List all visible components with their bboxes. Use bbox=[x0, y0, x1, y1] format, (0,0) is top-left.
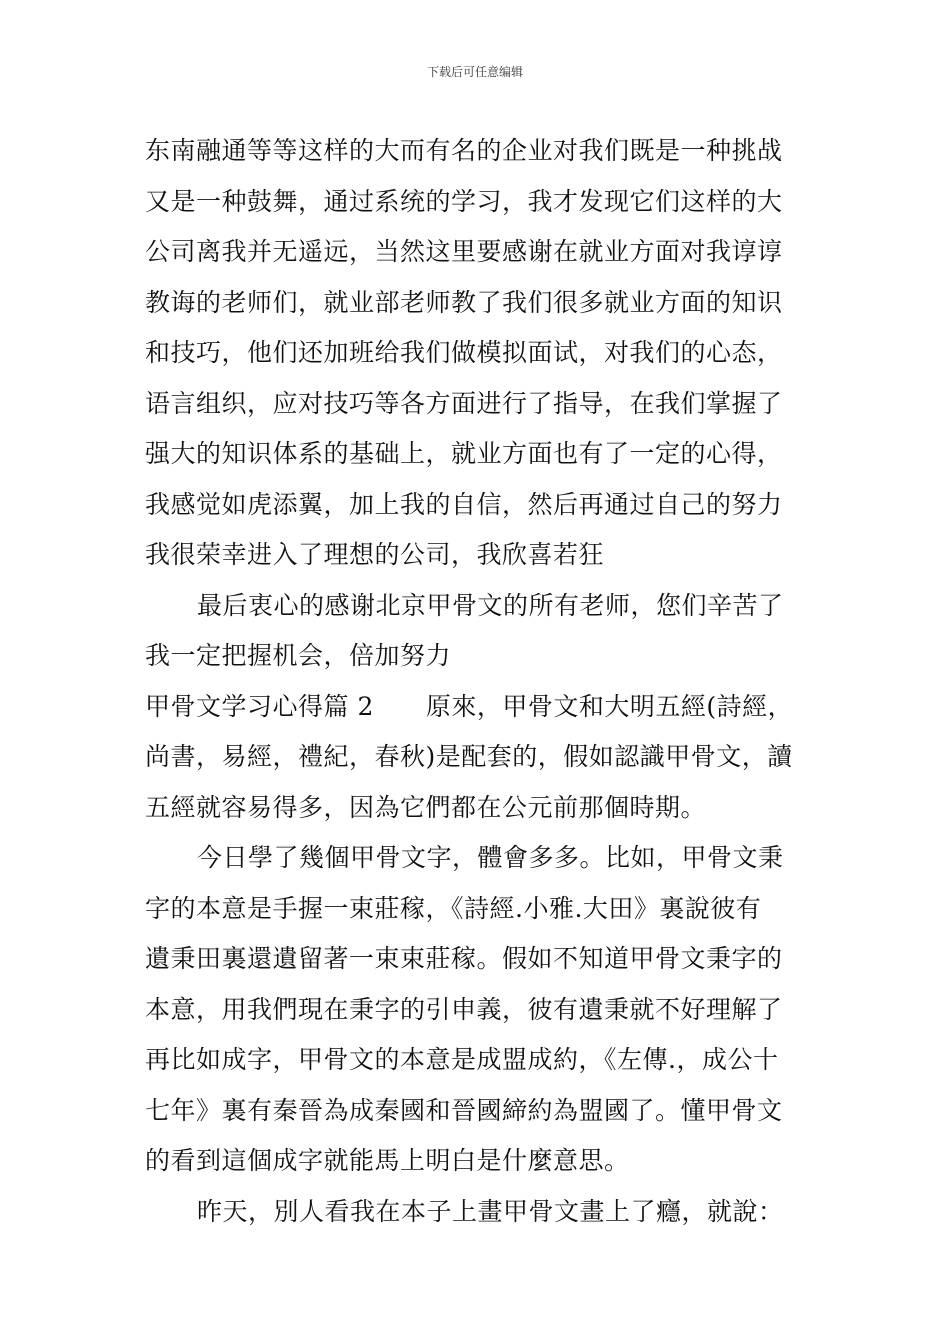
text-line: 再比如成字，甲骨文的本意是成盟成約，《左傳.，成公十 bbox=[145, 1045, 779, 1074]
text-line: 我很荣幸进入了理想的公司，我欣喜若狂 bbox=[145, 540, 605, 569]
text-line: 又是一种鼓舞，通过系统的学习，我才发现它们这样的大 bbox=[145, 186, 783, 216]
text-line: 语言组织，应对技巧等各方面进行了指导，在我们掌握了 bbox=[145, 388, 783, 418]
text-line: 东南融通等等这样的大而有名的企业对我们既是一种挑战 bbox=[145, 136, 783, 165]
text-line: 的看到這個成字就能馬上明白是什麼意思。 bbox=[145, 1146, 630, 1175]
paragraph-start-line: 今日學了幾個甲骨文字，體會多多。比如，甲骨文秉 bbox=[197, 843, 784, 872]
section-title: 甲骨文学习心得篇 2 bbox=[145, 691, 374, 721]
text-line: 七年》裏有秦晉為成秦國和晉國締約為盟國了。懂甲骨文 bbox=[145, 1095, 783, 1125]
text-line: 字的本意是手握一束莊稼，《詩經.小雅.大田》裏說彼有 bbox=[145, 893, 762, 923]
section-heading-line bbox=[145, 682, 810, 733]
text-line: 五經就容易得多，因為它們都在公元前那個時期。 bbox=[145, 792, 707, 822]
text-line: 我感觉如虎添翼，加上我的自信，然后再通过自己的努力 bbox=[145, 489, 783, 519]
text-line: 公司离我并无遥远，当然这里要感谢在就业方面对我谆谆 bbox=[145, 237, 783, 266]
text-line: 强大的知识体系的基础上，就业方面也有了一定的心得， bbox=[145, 439, 783, 468]
document-body bbox=[145, 126, 810, 1237]
text-line: 我一定把握机会，倍加努力 bbox=[145, 641, 452, 670]
paragraph-start-line: 昨天，別人看我在本子上畫甲骨文畫上了癮，就說： bbox=[197, 1196, 784, 1226]
text-line: 本意，用我們現在秉字的引申義，彼有遺秉就不好理解了 bbox=[145, 994, 783, 1024]
text-line: 遺秉田裏還遺留著一束束莊稼。假如不知道甲骨文秉字的 bbox=[145, 944, 783, 973]
section-first-line: 原來，甲骨文和大明五經(詩經， bbox=[425, 691, 794, 721]
paragraph-start-line: 最后衷心的感谢北京甲骨文的所有老师，您们辛苦了 bbox=[197, 590, 784, 620]
text-line: 尚書，易經，禮紀，春秋)是配套的，假如認識甲骨文，讀 bbox=[145, 742, 793, 771]
text-line: 教诲的老师们，就业部老师教了我们很多就业方面的知识 bbox=[145, 287, 783, 317]
page-header: 下载后可任意编辑 bbox=[426, 65, 523, 79]
text-line: 和技巧，他们还加班给我们做模拟面试，对我们的心态， bbox=[145, 338, 783, 367]
